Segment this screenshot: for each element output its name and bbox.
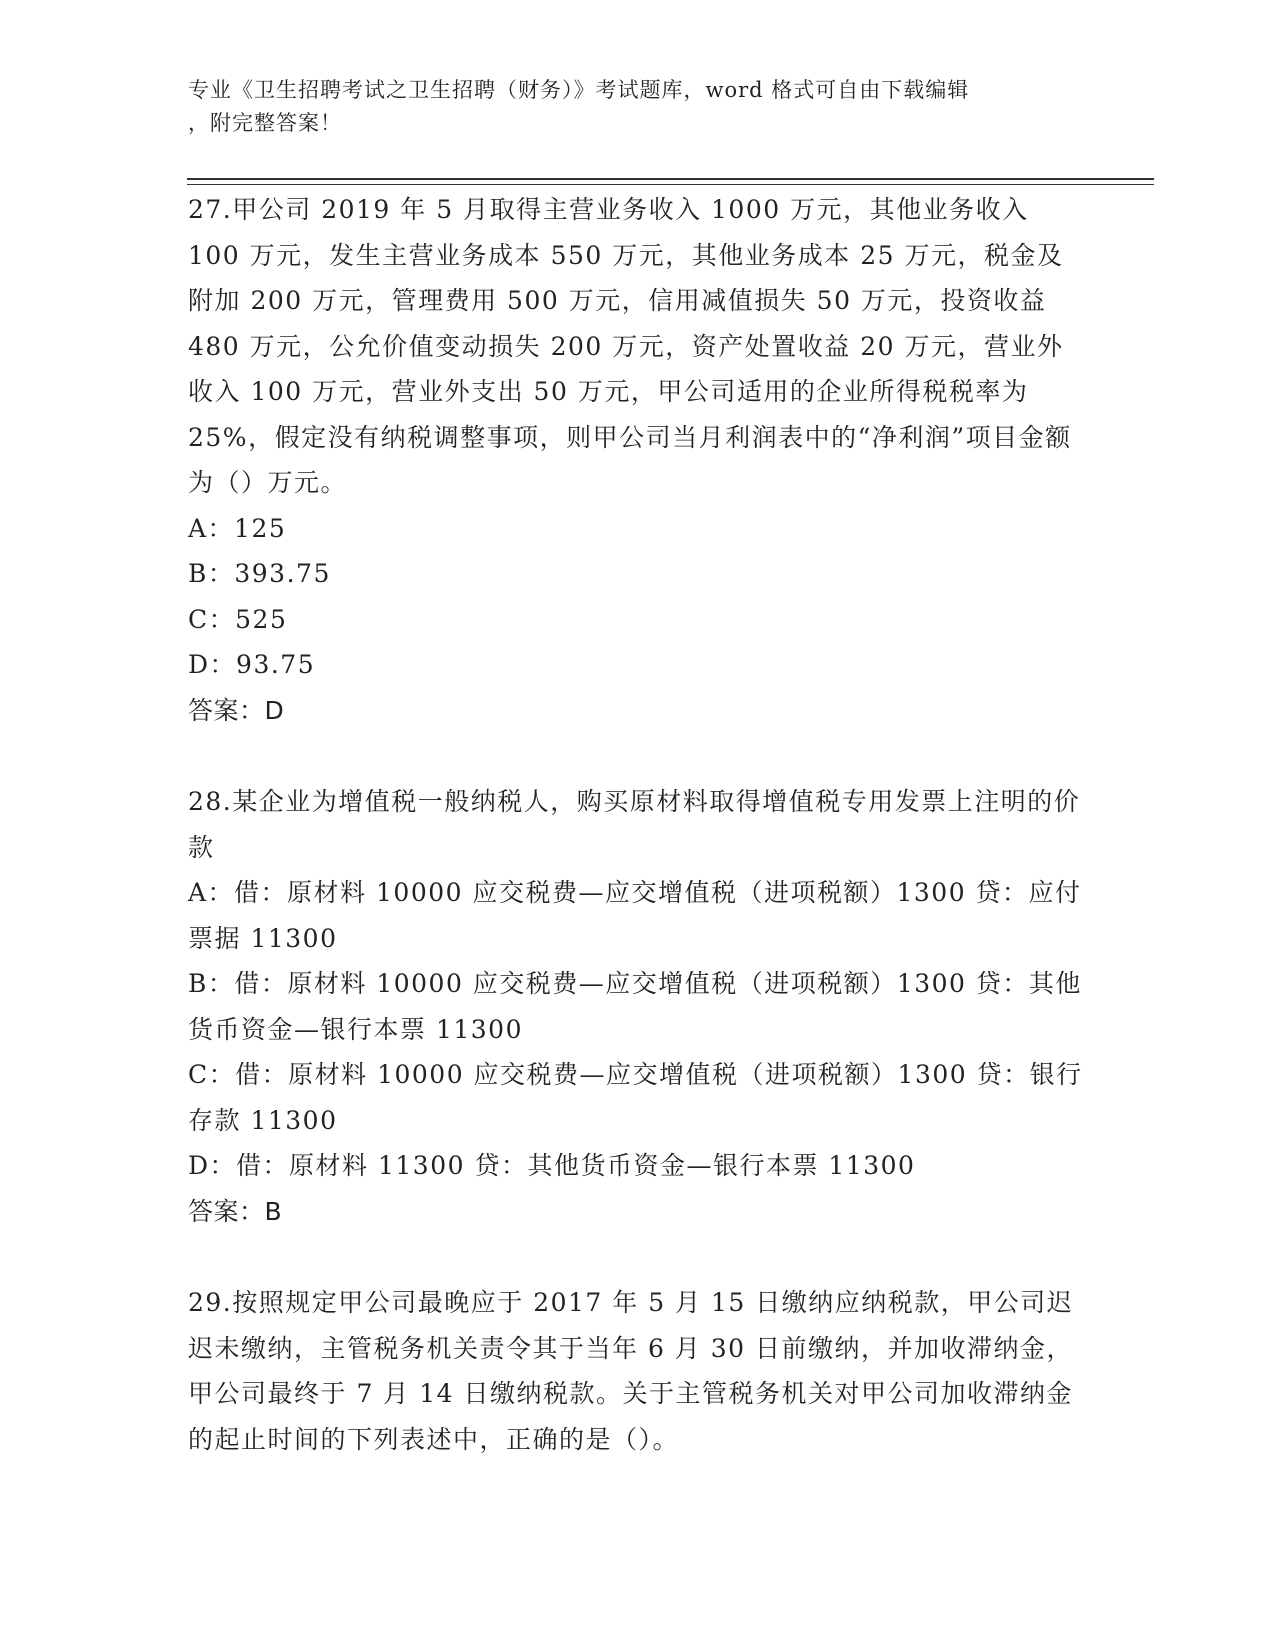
option-d: D：借：原材料 11300 贷：其他货币资金—银行本票 11300 xyxy=(188,1151,916,1180)
option-a: A：125 xyxy=(188,513,287,543)
question-stem: 29.按照规定甲公司最晚应于 2017 年 5 月 15 日缴纳应纳税款，甲公司迟迟未缴纳，主管税务机关责令其于当年 6 月 30 日前缴纳，并加收滞纳金，甲公司最终于 7 月 14 日缴纳税款。关于主管税务机关对甲公司加收滞纳金的起止时间的下列表述中，正确的是（）。 xyxy=(188,1288,1074,1454)
header-line-2: ，附完整答案！ xyxy=(188,111,342,135)
document-header xyxy=(188,74,1088,140)
header-divider-thick xyxy=(187,178,1154,180)
question-28 xyxy=(188,779,1088,1234)
option-b: B：393.75 xyxy=(188,559,331,588)
header-divider-thin xyxy=(187,184,1154,185)
question-stem: 27.甲公司 2019 年 5 月取得主营业务收入 1000 万元，其他业务收入 100 万元，发生主营业务成本 550 万元，其他业务成本 25 万元，税金及附加 200 万元，管理费用 500 万元，信用减值损失 50 万元，投资收益 480 万元，公允价值变动损失 200 万元，资产处置收益 20 万元，营业外收入 100 万元，营业外支出 50 万元，甲公司适用的企业所得税税率为 25%，假定没有纳税调整事项，则甲公司当月利润表中的“净利润”项目金额为（）万元。 xyxy=(188,195,1072,497)
option-c: C：525 xyxy=(188,604,288,634)
option-d: D：93.75 xyxy=(188,650,316,679)
header-line-1: 专业《卫生招聘考试之卫生招聘（财务）》考试题库，word 格式可自由下载编辑 xyxy=(188,78,970,102)
question-29 xyxy=(188,1280,1088,1462)
question-27 xyxy=(188,187,1088,733)
option-a: A：借：原材料 10000 应交税费—应交增值税（进项税额）1300 贷：应付票据 11300 xyxy=(188,878,1082,953)
answer-line: 答案：D xyxy=(188,695,285,725)
option-c: C：借：原材料 10000 应交税费—应交增值税（进项税额）1300 贷：银行存款 11300 xyxy=(188,1060,1083,1135)
question-list xyxy=(188,187,1088,1508)
answer-line: 答案：B xyxy=(188,1196,283,1226)
question-stem: 28.某企业为增值税一般纳税人，购买原材料取得增值税专用发票上注明的价款 xyxy=(188,787,1081,862)
option-b: B：借：原材料 10000 应交税费—应交增值税（进项税额）1300 贷：其他货币资金—银行本票 11300 xyxy=(188,969,1082,1044)
